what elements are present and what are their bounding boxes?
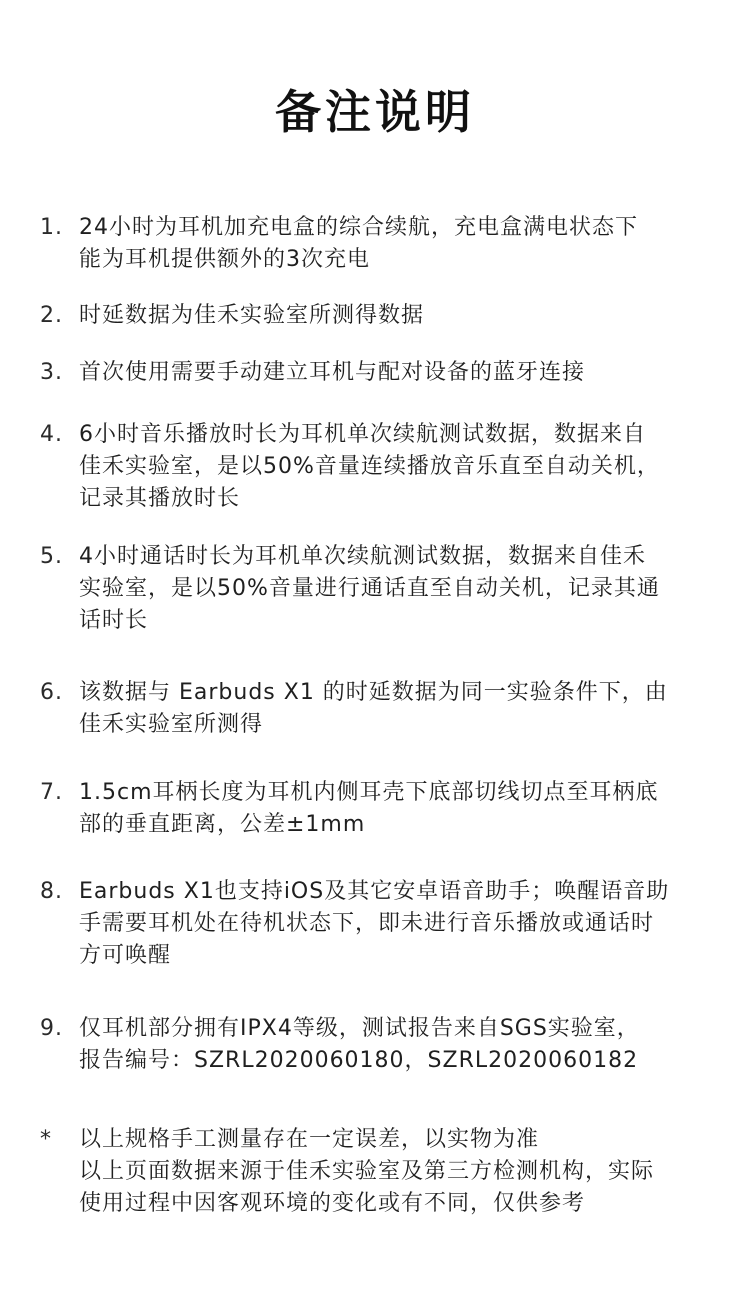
note-item-8 bbox=[40, 876, 720, 972]
note-text-line: 该数据与 Earbuds X1 的时延数据为同一实验条件下，由 bbox=[79, 680, 668, 705]
note-item-7 bbox=[40, 777, 720, 841]
note-number: 1. bbox=[40, 215, 63, 240]
note-text-line: 记录其播放时长 bbox=[79, 486, 241, 511]
note-text-line: 报告编号：SZRL2020060180，SZRL2020060182 bbox=[79, 1048, 639, 1073]
note-text-line: 时延数据为佳禾实验室所测得数据 bbox=[79, 303, 425, 328]
note-item-5 bbox=[40, 541, 720, 637]
note-text-line: 佳禾实验室，是以50%音量连续播放音乐直至自动关机， bbox=[79, 454, 660, 479]
note-text-line: 以上规格手工测量存在一定误差，以实物为准 bbox=[79, 1127, 540, 1152]
note-number: 5. bbox=[40, 544, 63, 569]
note-text-line: 能为耳机提供额外的3次充电 bbox=[79, 247, 370, 272]
note-text-line: Earbuds X1也支持iOS及其它安卓语音助手；唤醒语音助 bbox=[79, 879, 670, 904]
note-text-line: 部的垂直距离，公差±1mm bbox=[79, 812, 366, 837]
note-number: 6. bbox=[40, 680, 63, 705]
note-text-line: 仅耳机部分拥有IPX4等级，测试报告来自SGS实验室， bbox=[79, 1016, 640, 1041]
note-item-1 bbox=[40, 212, 720, 276]
note-number: 9. bbox=[40, 1016, 63, 1041]
note-item-9 bbox=[40, 1013, 720, 1077]
note-number: 2. bbox=[40, 303, 63, 328]
note-text-line: 手需要耳机处在待机状态下，即未进行音乐播放或通话时 bbox=[79, 911, 655, 936]
note-text-line: 以上页面数据来源于佳禾实验室及第三方检测机构，实际 bbox=[79, 1159, 655, 1184]
note-disclaimer bbox=[40, 1124, 720, 1220]
page-title: 备注说明 bbox=[275, 85, 475, 139]
note-text-line: 4小时通话时长为耳机单次续航测试数据，数据来自佳禾 bbox=[79, 544, 646, 569]
note-number: 4. bbox=[40, 422, 63, 447]
note-text-line: 6小时音乐播放时长为耳机单次续航测试数据，数据来自 bbox=[79, 422, 646, 447]
note-item-2 bbox=[40, 300, 720, 332]
note-text-line: 24小时为耳机加充电盒的综合续航，充电盒满电状态下 bbox=[79, 215, 638, 240]
note-item-6 bbox=[40, 677, 720, 741]
note-text-line: 方可唤醒 bbox=[79, 943, 172, 968]
note-text-line: 1.5cm耳柄长度为耳机内侧耳壳下底部切线切点至耳柄底 bbox=[79, 780, 659, 805]
note-text-line: 实验室，是以50%音量进行通话直至自动关机，记录其通 bbox=[79, 576, 660, 601]
note-number: 7. bbox=[40, 780, 63, 805]
note-text-line: 首次使用需要手动建立耳机与配对设备的蓝牙连接 bbox=[79, 360, 586, 385]
note-text-line: 佳禾实验室所测得 bbox=[79, 712, 264, 737]
note-text-line: 话时长 bbox=[79, 608, 149, 633]
note-item-3 bbox=[40, 357, 720, 389]
note-asterisk: * bbox=[40, 1127, 52, 1152]
note-text-line: 使用过程中因客观环境的变化或有不同，仅供参考 bbox=[79, 1191, 586, 1216]
note-number: 3. bbox=[40, 360, 63, 385]
note-number: 8. bbox=[40, 879, 63, 904]
note-item-4 bbox=[40, 419, 720, 515]
